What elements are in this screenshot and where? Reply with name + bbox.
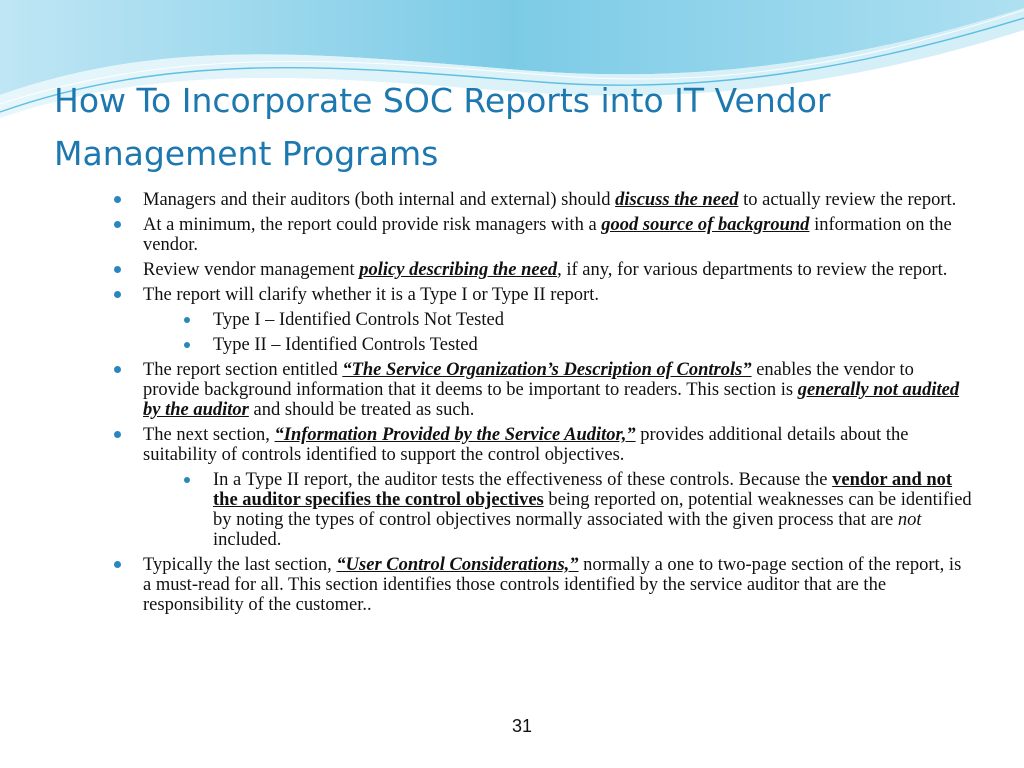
bullet-text: Typically the last section, — [143, 555, 337, 575]
emphasis-text: vendor and not the auditor specifies the control objectives — [213, 470, 953, 510]
sub-bullet-item — [184, 470, 972, 550]
bullet-item — [114, 285, 972, 355]
bullet-dot-icon — [184, 317, 190, 323]
bullet-dot-icon — [184, 477, 190, 483]
bullet-text: In a Type II report, the auditor tests the effectiveness of these controls. Because the — [213, 470, 833, 490]
emphasis-text: generally not audited by the auditor — [143, 380, 960, 420]
bullet-dot-icon — [114, 221, 121, 228]
emphasis-text: not — [897, 510, 922, 530]
bullet-dot-icon — [184, 342, 190, 348]
bullet-text: Type I – Identified Controls Not Tested — [213, 310, 504, 330]
bullet-text: The next section, — [143, 425, 275, 445]
bullet-text: normally a one to two-page section of the report, is a must-read for all. This section identifies those controls identified by the service auditor that are the responsibility of the customer.. — [143, 555, 962, 615]
bullet-item — [114, 425, 972, 550]
emphasis-text: “The Service Organization’s Description of Controls” — [342, 360, 752, 380]
bullet-dot-icon — [114, 366, 121, 373]
bullet-text: The report will clarify whether it is a Type I or Type II report. — [143, 285, 599, 305]
bullet-text: Type II – Identified Controls Tested — [213, 335, 478, 355]
bullet-text: Managers and their auditors (both internal and external) should — [143, 190, 616, 210]
bullet-dot-icon — [114, 266, 121, 273]
sub-bullet-item — [184, 335, 972, 355]
bullet-item — [114, 360, 972, 420]
bullet-item — [114, 555, 972, 615]
emphasis-text: “Information Provided by the Service Auditor,” — [274, 425, 636, 445]
bullet-text: provides additional details about the suitability of controls identified to support the control objectives. — [143, 425, 909, 465]
bullet-dot-icon — [114, 561, 121, 568]
bullet-item — [114, 215, 972, 255]
emphasis-text: discuss the need — [615, 190, 739, 210]
bullet-dot-icon — [114, 431, 121, 438]
bullet-dot-icon — [114, 196, 121, 203]
sub-bullet-list — [143, 470, 972, 550]
bullet-item — [114, 260, 972, 280]
bullet-text: The report section entitled — [143, 360, 343, 380]
bullet-text: At a minimum, the report could provide risk managers with a — [143, 215, 602, 235]
sub-bullet-item — [184, 310, 972, 330]
bullet-text: and should be treated as such. — [248, 400, 475, 420]
emphasis-text: policy describing the need — [359, 260, 558, 280]
emphasis-text: “User Control Considerations,” — [336, 555, 579, 575]
sub-bullet-list — [143, 310, 972, 355]
bullet-list — [114, 190, 972, 615]
bullet-text: , if any, for various departments to review the report. — [557, 260, 948, 280]
bullet-text: included. — [213, 530, 282, 550]
bullet-text: to actually review the report. — [738, 190, 957, 210]
bullet-text: Review vendor management — [143, 260, 360, 280]
page-number: 31 — [512, 716, 533, 736]
bullet-dot-icon — [114, 291, 121, 298]
bullet-text: enables the vendor to provide background information that it deems to be important to readers. This section is — [143, 360, 914, 400]
bullet-item — [114, 190, 972, 210]
bullet-text: information on the vendor. — [143, 215, 952, 255]
emphasis-text: good source of background — [601, 215, 810, 235]
bullet-text: being reported on, potential weaknesses can be identified by noting the types of control objectives normally associated with the given process that are — [213, 490, 972, 530]
slide-body — [114, 190, 972, 620]
slide-title: How To Incorporate SOC Reports into IT Vendor Management Programs — [54, 81, 831, 173]
